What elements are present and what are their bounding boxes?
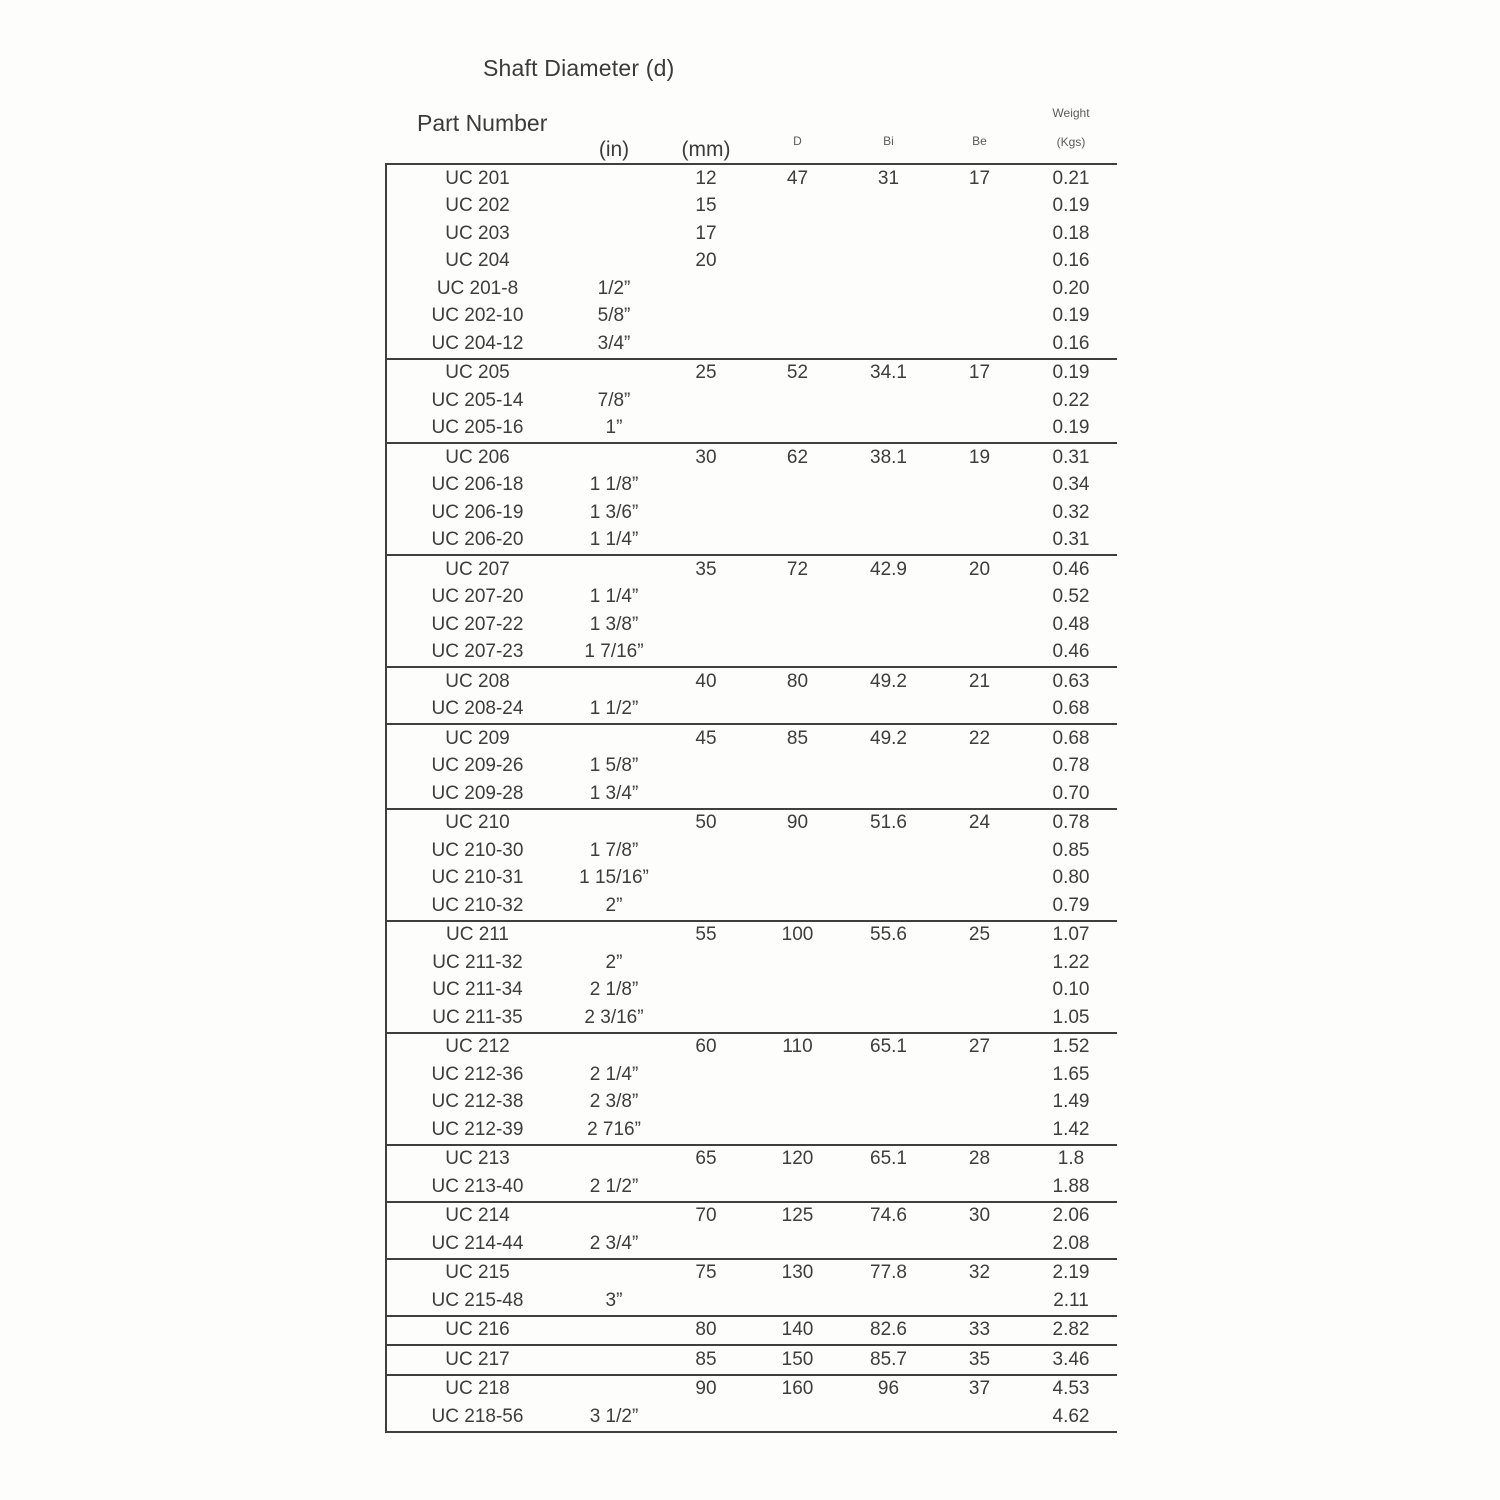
cell-part: UC 210-32	[431, 894, 524, 916]
cell-in: 2”	[605, 894, 623, 916]
table-block	[387, 1034, 1117, 1146]
cell-wt: 0.80	[1052, 867, 1090, 889]
cell-part: UC 207-23	[431, 641, 524, 663]
table-block	[387, 1203, 1117, 1260]
cell-mm: 17	[695, 222, 717, 244]
table-row	[387, 415, 1117, 443]
cell-wt: 1.49	[1052, 1091, 1090, 1113]
column-header-mm: (mm)	[681, 138, 731, 161]
cell-in: 2 716”	[587, 1118, 641, 1140]
cell-part: UC 204	[445, 250, 510, 272]
cell-be: 30	[968, 1205, 991, 1227]
table-row	[387, 1403, 1117, 1431]
table-row	[387, 584, 1117, 612]
table-block	[387, 1346, 1117, 1376]
cell-in: 1 3/4”	[589, 782, 639, 804]
cell-part: UC 210-31	[431, 867, 524, 889]
cell-bi: 85.7	[870, 1348, 907, 1370]
cell-part: UC 205	[445, 362, 510, 384]
cell-wt: 1.05	[1052, 1006, 1090, 1028]
cell-wt: 0.78	[1052, 812, 1090, 834]
cell-wt: 0.52	[1052, 586, 1090, 608]
cell-wt: 0.63	[1052, 670, 1090, 692]
table-block	[387, 1376, 1117, 1431]
table-row	[387, 1061, 1117, 1089]
cell-in: 2 1/4”	[589, 1063, 639, 1085]
cell-mm: 70	[695, 1205, 717, 1227]
table-row	[387, 165, 1117, 193]
cell-d: 85	[786, 727, 809, 749]
cell-d: 52	[786, 362, 809, 384]
cell-part: UC 209	[445, 727, 510, 749]
table-row	[387, 892, 1117, 920]
cell-in: 2 1/8”	[589, 979, 639, 1001]
cell-be: 28	[968, 1148, 991, 1170]
cell-in: 1 7/8”	[589, 839, 639, 861]
cell-in: 3/4”	[597, 332, 631, 354]
cell-d: 72	[786, 558, 809, 580]
cell-part: UC 215-48	[431, 1289, 524, 1311]
cell-be: 37	[968, 1378, 991, 1400]
cell-in: 2”	[605, 951, 623, 973]
cell-part: UC 201	[445, 167, 510, 189]
table-row	[387, 639, 1117, 667]
cell-in: 1 1/4”	[589, 586, 639, 608]
cell-wt: 2.11	[1053, 1289, 1089, 1311]
table-row	[387, 753, 1117, 781]
cell-part: UC 212-39	[431, 1118, 524, 1140]
cell-bi: 96	[877, 1378, 900, 1400]
table-row	[387, 949, 1117, 977]
cell-be: 20	[968, 558, 991, 580]
cell-wt: 0.18	[1052, 222, 1090, 244]
cell-mm: 12	[695, 167, 717, 189]
table-row	[387, 837, 1117, 865]
cell-be: 24	[968, 812, 991, 834]
column-header-bi: Bi	[883, 134, 894, 148]
cell-bi: 49.2	[870, 670, 907, 692]
cell-in: 1 3/8”	[589, 613, 639, 635]
cell-bi: 77.8	[870, 1262, 907, 1284]
table-block	[387, 165, 1117, 360]
table-row	[387, 611, 1117, 639]
cell-wt: 1.52	[1052, 1036, 1090, 1058]
table-row	[387, 275, 1117, 303]
cell-part: UC 214-44	[431, 1232, 524, 1254]
cell-in: 1 15/16”	[579, 867, 649, 889]
cell-in: 3”	[605, 1289, 623, 1311]
cell-d: 120	[781, 1148, 814, 1170]
cell-bi: 65.1	[870, 1036, 907, 1058]
cell-part: UC 208	[445, 670, 510, 692]
cell-in: 5/8”	[597, 305, 631, 327]
cell-part: UC 212-36	[431, 1063, 524, 1085]
cell-d: 130	[781, 1262, 814, 1284]
cell-in: 1 1/8”	[589, 474, 639, 496]
cell-be: 22	[968, 727, 991, 749]
cell-part: UC 208-24	[431, 698, 524, 720]
table-row	[387, 1260, 1117, 1288]
cell-wt: 0.22	[1052, 389, 1090, 411]
cell-wt: 0.16	[1052, 332, 1090, 354]
table-block	[387, 668, 1117, 725]
cell-mm: 60	[695, 1036, 717, 1058]
cell-bi: 82.6	[870, 1319, 907, 1341]
cell-wt: 2.08	[1052, 1232, 1090, 1254]
table-row	[387, 556, 1117, 584]
table-row	[387, 330, 1117, 358]
cell-wt: 4.53	[1052, 1378, 1090, 1400]
cell-be: 19	[968, 446, 991, 468]
cell-wt: 0.16	[1052, 250, 1090, 272]
cell-part: UC 214	[445, 1205, 510, 1227]
cell-wt: 0.46	[1052, 558, 1090, 580]
cell-wt: 0.31	[1052, 446, 1090, 468]
cell-in: 2 1/2”	[589, 1175, 639, 1197]
cell-part: UC 205-14	[431, 389, 524, 411]
cell-mm: 35	[695, 558, 717, 580]
table-block	[387, 444, 1117, 556]
cell-wt: 0.78	[1052, 755, 1090, 777]
cell-wt: 2.06	[1052, 1205, 1090, 1227]
cell-be: 32	[968, 1262, 991, 1284]
cell-bi: 49.2	[870, 727, 907, 749]
table-row	[387, 1317, 1117, 1345]
cell-part: UC 211-32	[432, 951, 523, 973]
table-block	[387, 725, 1117, 810]
cell-wt: 1.8	[1057, 1148, 1085, 1170]
table-row	[387, 248, 1117, 276]
cell-d: 100	[781, 924, 814, 946]
cell-mm: 25	[695, 362, 717, 384]
page-title: Shaft Diameter (d)	[483, 55, 675, 81]
cell-wt: 0.46	[1052, 641, 1090, 663]
table-row	[387, 472, 1117, 500]
cell-part: UC 213	[445, 1148, 510, 1170]
spec-table	[385, 163, 1117, 1433]
cell-part: UC 209-28	[431, 782, 524, 804]
cell-mm: 80	[695, 1319, 717, 1341]
cell-bi: 55.6	[870, 924, 907, 946]
column-header-be: Be	[972, 134, 987, 148]
cell-part: UC 212-38	[431, 1091, 524, 1113]
cell-part: UC 213-40	[431, 1175, 524, 1197]
cell-part: UC 218	[445, 1378, 510, 1400]
cell-part: UC 210-30	[431, 839, 524, 861]
table-row	[387, 499, 1117, 527]
table-row	[387, 1089, 1117, 1117]
cell-in: 1”	[605, 417, 623, 439]
cell-mm: 40	[695, 670, 717, 692]
table-block	[387, 556, 1117, 668]
cell-be: 21	[968, 670, 991, 692]
cell-d: 62	[786, 446, 809, 468]
table-row	[387, 1376, 1117, 1404]
cell-part: UC 210	[445, 812, 510, 834]
cell-wt: 0.19	[1052, 305, 1090, 327]
cell-be: 27	[968, 1036, 991, 1058]
cell-in: 2 3/8”	[589, 1091, 639, 1113]
cell-wt: 0.34	[1052, 474, 1090, 496]
table-row	[387, 1116, 1117, 1144]
cell-be: 35	[968, 1348, 991, 1370]
cell-in: 1 1/2”	[589, 698, 639, 720]
cell-bi: 42.9	[870, 558, 907, 580]
cell-mm: 65	[695, 1148, 717, 1170]
table-row	[387, 810, 1117, 838]
part-number-column-label: Part Number	[417, 110, 548, 136]
cell-in: 1 3/6”	[589, 501, 639, 523]
cell-part: UC 211	[445, 924, 509, 946]
table-row	[387, 1146, 1117, 1174]
table-row	[387, 668, 1117, 696]
cell-part: UC 216	[445, 1319, 510, 1341]
cell-in: 1/2”	[597, 277, 631, 299]
cell-d: 140	[781, 1319, 814, 1341]
cell-bi: 31	[877, 167, 900, 189]
cell-mm: 45	[695, 727, 717, 749]
cell-wt: 4.62	[1052, 1405, 1090, 1427]
cell-part: UC 207-22	[431, 613, 524, 635]
cell-d: 90	[786, 812, 809, 834]
cell-mm: 20	[695, 250, 717, 272]
table-row	[387, 1346, 1117, 1374]
cell-wt: 0.85	[1052, 839, 1090, 861]
cell-wt: 0.31	[1052, 529, 1090, 551]
cell-part: UC 217	[445, 1348, 510, 1370]
cell-wt: 0.68	[1052, 698, 1090, 720]
cell-be: 17	[968, 167, 991, 189]
table-row	[387, 725, 1117, 753]
column-header-d: D	[793, 134, 802, 148]
table-row	[387, 360, 1117, 388]
cell-part: UC 203	[445, 222, 510, 244]
cell-wt: 1.07	[1052, 924, 1090, 946]
cell-part: UC 209-26	[431, 755, 524, 777]
cell-d: 110	[782, 1036, 813, 1058]
cell-part: UC 207-20	[431, 586, 524, 608]
table-row	[387, 387, 1117, 415]
table-row	[387, 1173, 1117, 1201]
cell-wt: 0.21	[1052, 167, 1090, 189]
column-header-weight-unit: (Kgs)	[1056, 135, 1086, 149]
cell-wt: 1.65	[1052, 1063, 1090, 1085]
cell-bi: 34.1	[870, 362, 907, 384]
table-row	[387, 1203, 1117, 1231]
cell-in: 1 7/16”	[584, 641, 644, 663]
cell-wt: 0.32	[1052, 501, 1090, 523]
column-header-weight: Weight	[1052, 106, 1090, 120]
table-block	[387, 360, 1117, 445]
table-row	[387, 780, 1117, 808]
table-row	[387, 865, 1117, 893]
cell-wt: 0.48	[1052, 613, 1090, 635]
cell-in: 2 3/16”	[584, 1006, 644, 1028]
cell-mm: 30	[695, 446, 717, 468]
cell-wt: 0.19	[1052, 417, 1090, 439]
table-block	[387, 1260, 1117, 1317]
cell-part: UC 218-56	[431, 1405, 524, 1427]
cell-d: 160	[781, 1378, 814, 1400]
cell-part: UC 201-8	[436, 277, 519, 299]
cell-wt: 0.68	[1052, 727, 1090, 749]
cell-part: UC 215	[445, 1262, 510, 1284]
cell-part: UC 206-18	[431, 474, 524, 496]
table-row	[387, 696, 1117, 724]
table-row	[387, 220, 1117, 248]
table-block	[387, 1317, 1117, 1347]
cell-mm: 55	[695, 924, 717, 946]
cell-wt: 2.82	[1052, 1319, 1090, 1341]
cell-wt: 0.20	[1052, 277, 1090, 299]
cell-wt: 0.10	[1052, 979, 1090, 1001]
cell-part: UC 211-35	[432, 1006, 523, 1028]
cell-mm: 50	[695, 812, 717, 834]
cell-d: 47	[786, 167, 809, 189]
cell-wt: 0.79	[1052, 894, 1090, 916]
cell-part: UC 206-20	[431, 529, 524, 551]
cell-be: 25	[968, 924, 991, 946]
cell-part: UC 202-10	[431, 305, 524, 327]
cell-bi: 51.6	[870, 812, 907, 834]
cell-bi: 74.6	[870, 1205, 907, 1227]
cell-in: 1 5/8”	[589, 755, 639, 777]
cell-wt: 1.22	[1052, 951, 1090, 973]
cell-be: 17	[968, 362, 991, 384]
cell-mm: 90	[695, 1378, 717, 1400]
table-block	[387, 922, 1117, 1034]
table-row	[387, 1034, 1117, 1062]
table-row	[387, 922, 1117, 950]
cell-part: UC 211-34	[432, 979, 523, 1001]
cell-mm: 15	[695, 195, 717, 217]
cell-wt: 3.46	[1052, 1348, 1090, 1370]
cell-part: UC 207	[445, 558, 510, 580]
cell-wt: 1.42	[1052, 1118, 1090, 1140]
cell-wt: 1.88	[1052, 1175, 1090, 1197]
table-block	[387, 810, 1117, 922]
cell-part: UC 206	[445, 446, 510, 468]
table-row	[387, 444, 1117, 472]
cell-d: 150	[781, 1348, 814, 1370]
cell-mm: 85	[695, 1348, 717, 1370]
table-row	[387, 1287, 1117, 1315]
table-row	[387, 1004, 1117, 1032]
cell-wt: 0.70	[1052, 782, 1090, 804]
cell-wt: 0.19	[1052, 362, 1090, 384]
cell-part: UC 205-16	[431, 417, 524, 439]
cell-wt: 0.19	[1052, 195, 1090, 217]
table-row	[387, 193, 1117, 221]
cell-d: 125	[781, 1205, 814, 1227]
table-row	[387, 303, 1117, 331]
cell-mm: 75	[695, 1262, 717, 1284]
table-row	[387, 977, 1117, 1005]
cell-wt: 2.19	[1052, 1262, 1090, 1284]
cell-in: 2 3/4”	[589, 1232, 639, 1254]
cell-part: UC 202	[445, 195, 510, 217]
table-row	[387, 527, 1117, 555]
cell-in: 3 1/2”	[589, 1405, 639, 1427]
cell-in: 7/8”	[597, 389, 631, 411]
table-block	[387, 1146, 1117, 1203]
cell-bi: 65.1	[870, 1148, 907, 1170]
cell-part: UC 206-19	[431, 501, 524, 523]
cell-part: UC 212	[445, 1036, 510, 1058]
column-header-in: (in)	[598, 138, 630, 161]
cell-be: 33	[968, 1319, 991, 1341]
cell-bi: 38.1	[870, 446, 907, 468]
cell-in: 1 1/4”	[589, 529, 639, 551]
cell-d: 80	[786, 670, 809, 692]
table-row	[387, 1230, 1117, 1258]
cell-part: UC 204-12	[431, 332, 524, 354]
